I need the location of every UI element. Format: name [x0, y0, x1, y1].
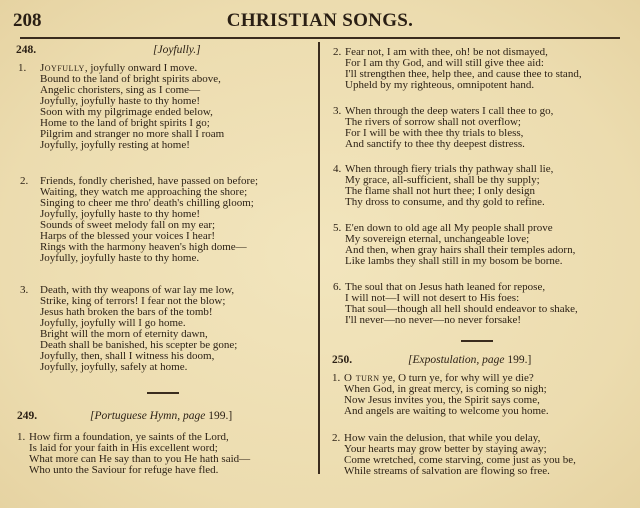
hymn-separator [147, 392, 179, 394]
verse-line: Fear not, I am with thee, oh! be not dismayed, [345, 46, 548, 58]
verse-number: 2. [332, 432, 341, 444]
verse-number: 2. [20, 175, 29, 187]
verse-number: 4. [333, 163, 342, 175]
tune-name [90, 410, 232, 423]
verse-number: 5. [333, 222, 342, 234]
verse-line: Death shall be banished, his scepter be gone; [40, 339, 238, 351]
verse-line: Thy dross to consume, and thy gold to refine. [345, 196, 545, 208]
verse-line: Friends, fondly cherished, have passed on before; [40, 175, 259, 187]
verse [333, 282, 578, 326]
verse-line: I will not—I will not desert to His foes: [345, 292, 520, 304]
tune-page: 199.] [504, 354, 532, 366]
verse-number: 3. [333, 105, 342, 117]
verse [18, 285, 237, 373]
verse-line: When through fiery trials thy pathway shall lie, [345, 163, 554, 175]
verse [332, 433, 576, 477]
verse-line: Jesus hath broken the bars of the tomb! [40, 306, 213, 318]
verse-lead-word: O turn [344, 372, 380, 384]
hymn-number: 249. [17, 410, 38, 422]
verse-line: Joyfully, joyfully haste to thy home! [40, 95, 200, 107]
verse-number: 2. [333, 46, 342, 58]
verse-line: And then, when gray hairs shall their temples adorn, [345, 244, 576, 256]
verse-line: Joyfully, then, shall I witness his doom, [40, 350, 215, 362]
verse-line: Joyfully, joyfully, safely at home. [40, 361, 188, 373]
tune-label: [Expostulation, page [408, 354, 505, 366]
verse-line: Joyfully, joyfully haste to thy home! [40, 208, 200, 220]
header-rule [20, 37, 620, 39]
verse-line: Like lambs they shall still in my bosom be borne. [345, 255, 563, 267]
verse-line: Is laid for your faith in His excellent word; [29, 442, 218, 454]
verse-line-text: , joyfully onward I move. [84, 62, 198, 74]
verse-line: Rings with the harmony heaven's high dome— [40, 241, 247, 253]
verse-line: Harps of the blessed your voices I hear! [40, 230, 216, 242]
verse-number: 1. [17, 431, 26, 443]
verse-number: 3. [20, 284, 29, 296]
verse-line: Sounds of sweet melody fall on my ear; [40, 219, 216, 231]
verse-lead-word: Joyfully [40, 62, 85, 74]
verse-number: 1. [332, 372, 341, 384]
verse-line-text: ye, O turn ye, for why will ye die? [379, 372, 534, 384]
verse-line: Pilgrim and stranger no more shall I roam [40, 128, 225, 140]
verse-line: When through the deep waters I call thee to go, [345, 105, 554, 117]
verse-line: Home to the land of bright spirits I go; [40, 117, 210, 129]
verse [332, 373, 549, 417]
verse [333, 223, 575, 267]
verse [333, 106, 553, 150]
hymn-number: 248. [16, 44, 37, 56]
verse-line: Come wretched, come starving, come just as you be, [344, 454, 576, 466]
verse [18, 63, 224, 151]
verse-line: Singing to cheer me thro' death's chilling gloom; [40, 197, 254, 209]
verse [333, 47, 582, 91]
running-title: CHRISTIAN SONGS. [226, 10, 414, 31]
verse-line: The soul that on Jesus hath leaned for repose, [345, 281, 546, 293]
verse-line: Waiting, they watch me approaching the shore; [40, 186, 248, 198]
verse-line: E'en down to old age all My people shall prove [345, 222, 553, 234]
verse-line: Your hearts may grow better by staying away; [344, 443, 547, 455]
verse-line: Bright will the morn of eternity dawn, [40, 328, 208, 340]
tune-page: 199.] [205, 410, 233, 422]
verse-line: Joyfully, joyfully will I go home. [40, 317, 186, 329]
verse [333, 164, 553, 208]
verse-line: Death, with thy weapons of war lay me low, [40, 284, 235, 296]
page-number: 208 [13, 10, 42, 31]
verse-line: My sovereign eternal, unchangeable love; [345, 233, 530, 245]
verse-number: 6. [333, 281, 342, 293]
verse-line: Now Jesus invites you, the Spirit says come, [344, 394, 540, 406]
hymn-separator [461, 340, 493, 342]
verse-line: Joyfully, joyfully haste to thy home. [40, 252, 200, 264]
verse-line: Bound to the land of bright spirits above, [40, 73, 221, 85]
verse-line: How firm a foundation, ye saints of the Lord, [29, 431, 229, 443]
verse-line: And sanctify to thee thy deepest distress. [345, 138, 525, 150]
verse-line: Soon with my pilgrimage ended below, [40, 106, 213, 118]
verse-line: And angels are waiting to welcome you home. [344, 405, 549, 417]
verse-line: Strike, king of terrors! I fear not the blow; [40, 295, 226, 307]
hymn-number: 250. [332, 354, 353, 366]
verse-line: What more can He say than to you He hath said— [29, 453, 251, 465]
verse-line: The flame shall not hurt thee; I only design [345, 185, 536, 197]
verse-line: I'll strengthen thee, help thee, and cause thee to stand, [345, 68, 582, 80]
tune-label: [Portuguese Hymn, page [90, 410, 206, 422]
verse-line: When God, in great mercy, is coming so nigh; [344, 383, 547, 395]
verse-line: How vain the delusion, that while you delay, [344, 432, 541, 444]
verse-number: 1. [18, 62, 27, 74]
verse-line: Joyfully, joyfully resting at home! [40, 139, 190, 151]
verse-line: My grace, all-sufficient, shall be thy supply; [345, 174, 540, 186]
verse-line: I'll never—no never—no never forsake! [345, 314, 522, 326]
verse-line: Angelic choristers, sing as I come— [40, 84, 201, 96]
verse-line: For I am thy God, and will still give thee aid: [345, 57, 544, 69]
verse-line: That soul—though all hell should endeavor to shake, [345, 303, 578, 315]
verse-line: For I will be with thee thy trials to bless, [345, 127, 524, 139]
verse-line: While streams of salvation are flowing so free. [344, 465, 550, 477]
verse-line: Who unto the Saviour for refuge have fled. [29, 464, 219, 476]
tune-name: [Joyfully.] [153, 44, 201, 56]
verse [18, 176, 258, 264]
tune-name [408, 354, 531, 367]
verse [17, 432, 250, 476]
column-divider [318, 42, 320, 474]
verse-line: The rivers of sorrow shall not overflow; [345, 116, 521, 128]
verse-line: Upheld by my righteous, omnipotent hand. [345, 79, 535, 91]
